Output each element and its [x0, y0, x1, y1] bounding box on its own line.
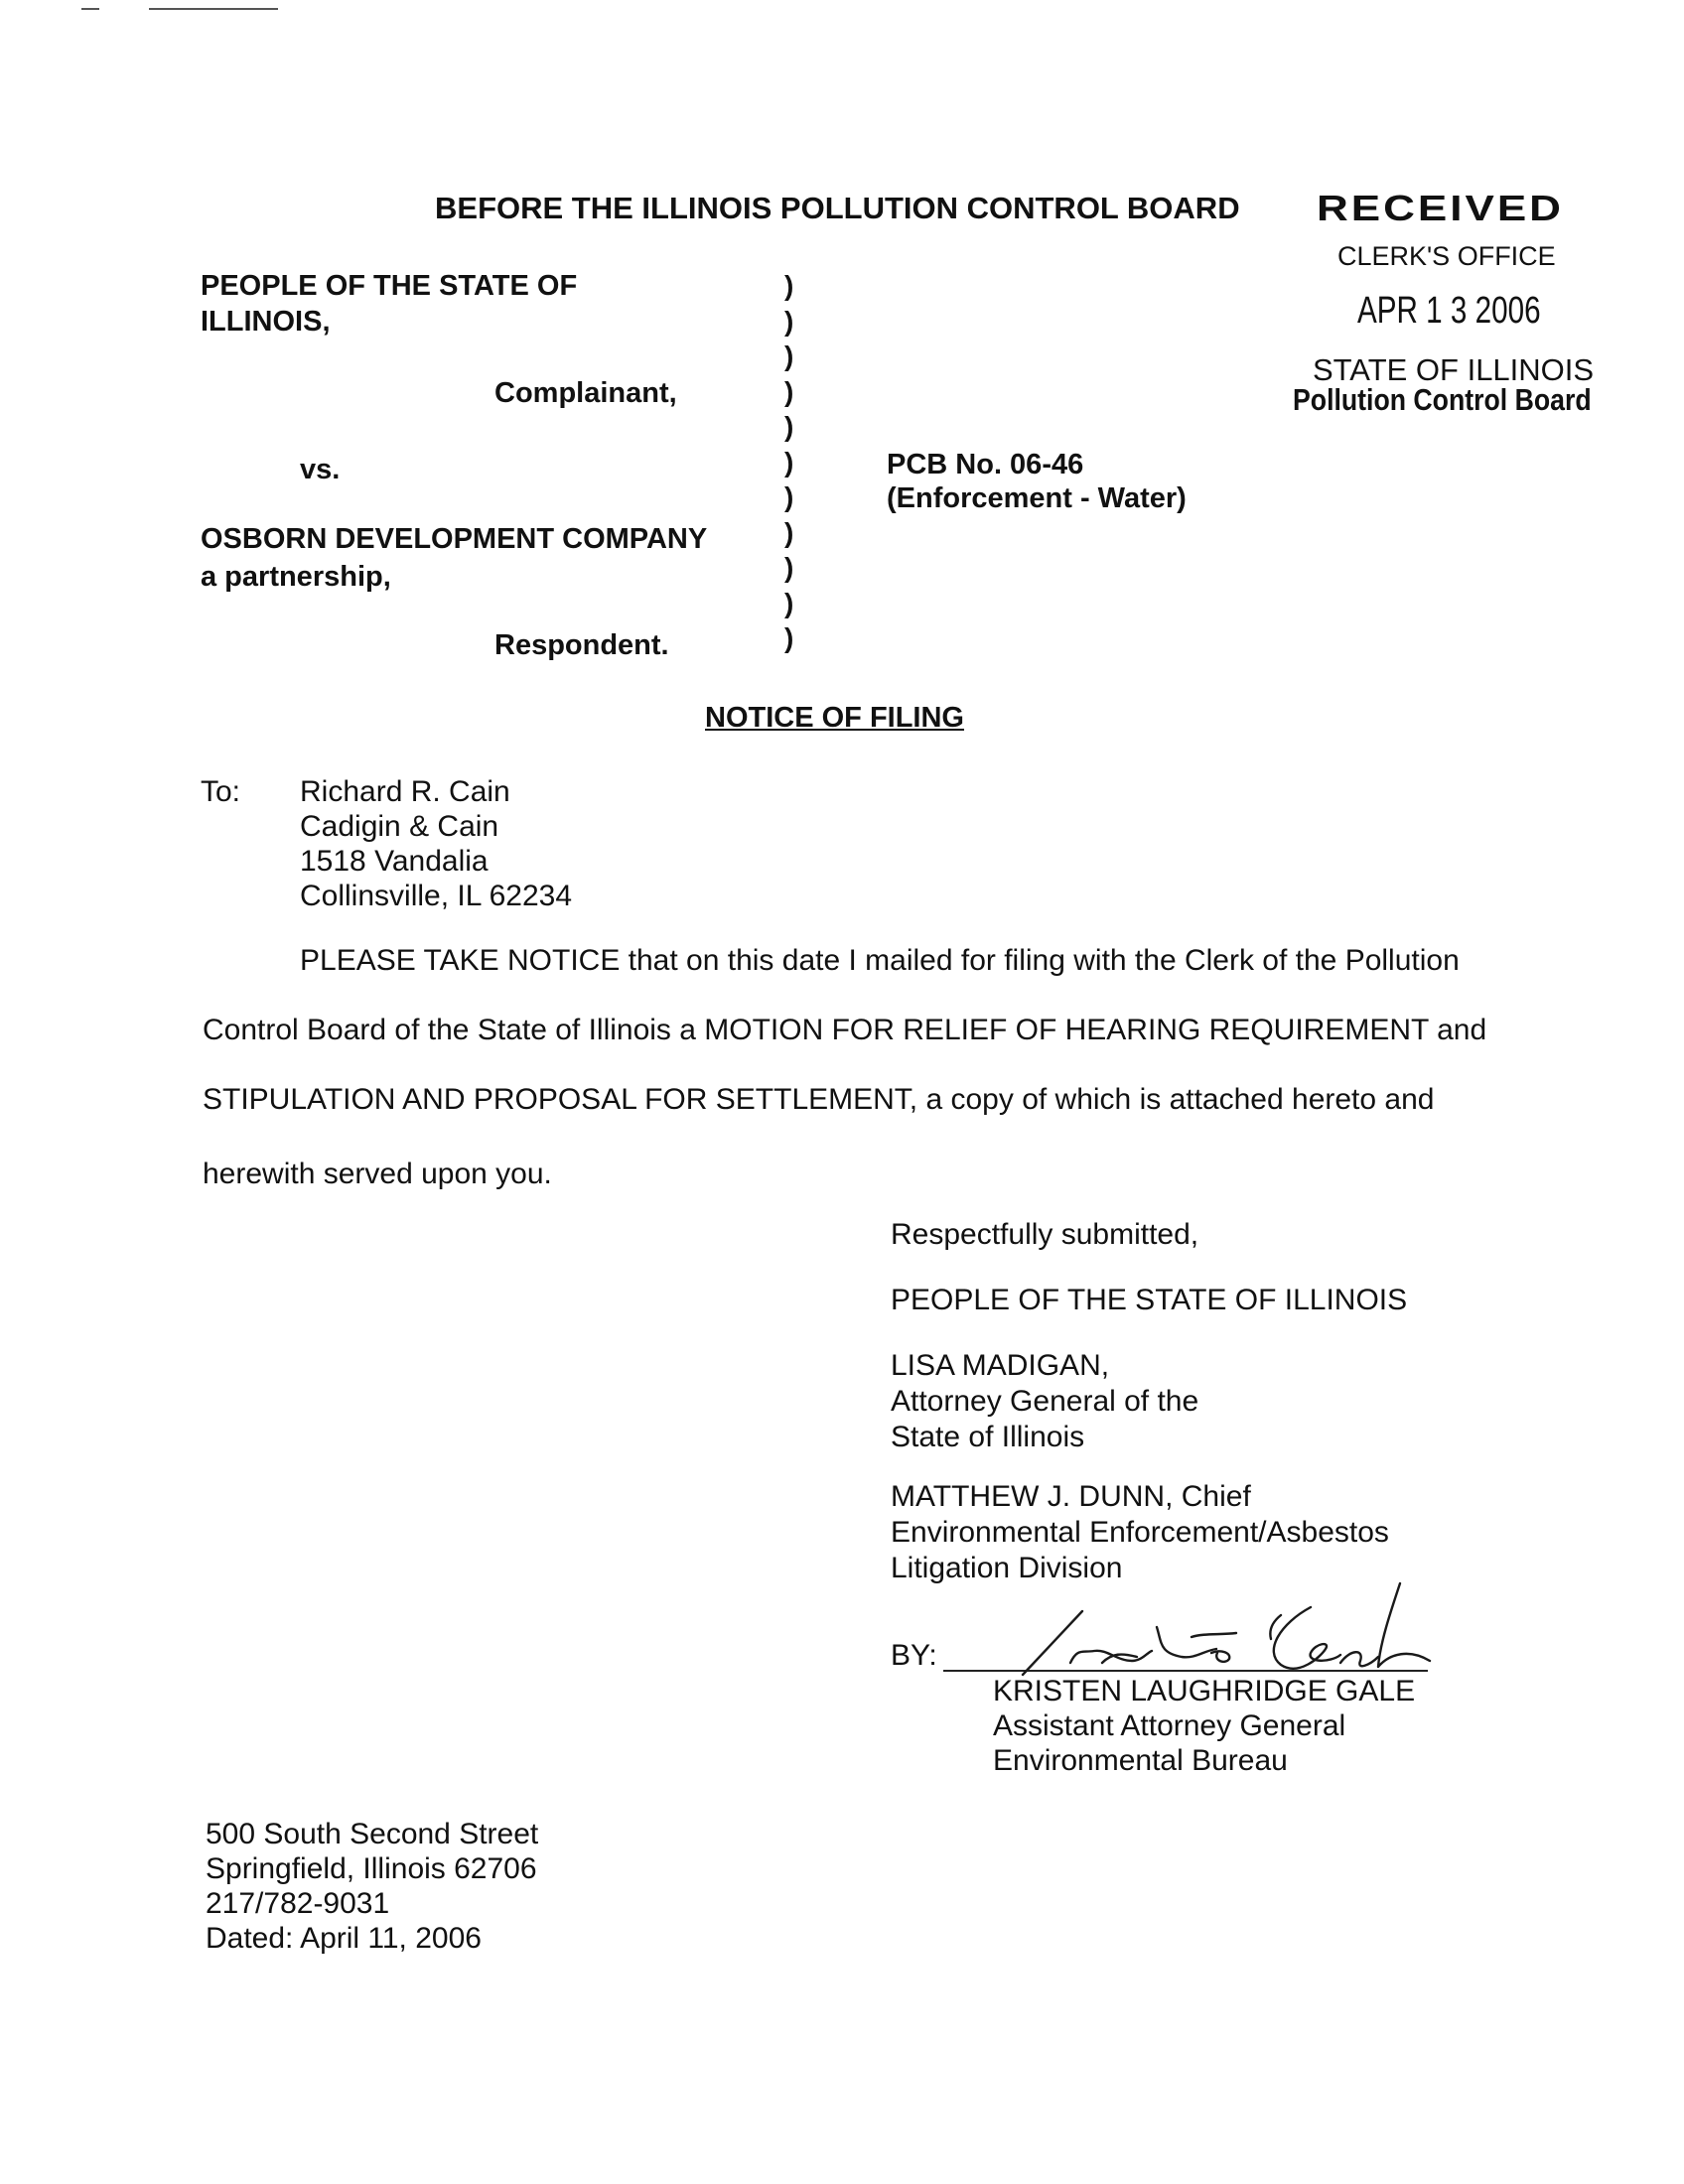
- caption-paren: ): [784, 411, 794, 442]
- caption-paren: ): [784, 587, 794, 618]
- recipient-line: Richard R. Cain: [300, 775, 510, 808]
- attorney-general-line: Attorney General of the: [891, 1385, 1199, 1418]
- by-label: BY:: [891, 1639, 937, 1672]
- stamp-office: CLERK'S OFFICE: [1337, 241, 1556, 271]
- body-text-line: STIPULATION AND PROPOSAL FOR SETTLEMENT, a copy of which is attached hereto and: [203, 1083, 1435, 1116]
- address-line: 217/782-9031: [206, 1887, 390, 1920]
- caption-paren: ): [784, 622, 794, 653]
- stamp-received: RECEIVED: [1317, 189, 1564, 229]
- caption-paren: ): [784, 481, 794, 512]
- respondent-name: OSBORN DEVELOPMENT COMPANY: [201, 523, 708, 555]
- case-number: PCB No. 06-46: [887, 449, 1084, 480]
- caption-parentheses: [784, 268, 793, 656]
- respondent-role: Respondent.: [494, 629, 669, 661]
- recipient-line: Cadigin & Cain: [300, 810, 499, 843]
- signer-line: KRISTEN LAUGHRIDGE GALE: [993, 1675, 1416, 1707]
- body-text-line: herewith served upon you.: [203, 1158, 552, 1190]
- signature-block: [891, 1217, 1407, 1610]
- address-line: 500 South Second Street: [206, 1818, 539, 1850]
- division-line: Litigation Division: [891, 1552, 1123, 1584]
- attorney-general-line: State of Illinois: [891, 1421, 1085, 1453]
- stamp-state: STATE OF ILLINOIS: [1313, 352, 1595, 387]
- notice-title: NOTICE OF FILING: [705, 702, 964, 734]
- division-line: MATTHEW J. DUNN, Chief: [891, 1480, 1251, 1513]
- caption-paren: ): [784, 516, 794, 548]
- header-rule: [149, 8, 278, 10]
- caption-paren: ): [784, 375, 794, 407]
- signer-line: Assistant Attorney General: [993, 1709, 1346, 1742]
- signer-line: Environmental Bureau: [993, 1744, 1288, 1777]
- recipient-line: Collinsville, IL 62234: [300, 880, 573, 912]
- date-line: Dated: April 11, 2006: [206, 1922, 482, 1955]
- recipient-address: [300, 774, 572, 913]
- division-line: Environmental Enforcement/Asbestos: [891, 1516, 1389, 1549]
- stamp-date: APR 1 3 2006: [1357, 290, 1541, 332]
- handwritten-signature: [983, 1554, 1440, 1683]
- party-name: PEOPLE OF THE STATE OF ILLINOIS: [891, 1284, 1408, 1316]
- caption-paren: ): [784, 305, 794, 337]
- caption-paren: ): [784, 341, 794, 371]
- address-line: Springfield, Illinois 62706: [206, 1852, 537, 1885]
- to-label: To:: [201, 775, 241, 808]
- case-type: (Enforcement - Water): [887, 482, 1187, 514]
- document-heading: BEFORE THE ILLINOIS POLLUTION CONTROL BOARD: [435, 191, 1240, 225]
- caption-paren: ): [784, 270, 794, 301]
- attorney-general: [891, 1348, 1407, 1455]
- sender-address: [206, 1817, 538, 1956]
- caption-paren: ): [784, 446, 794, 478]
- attorney-general-line: LISA MADIGAN,: [891, 1349, 1110, 1382]
- header-rule: [81, 8, 99, 10]
- complainant-role: Complainant,: [494, 377, 677, 409]
- caption-paren: ): [784, 552, 794, 583]
- closing: Respectfully submitted,: [891, 1218, 1199, 1251]
- recipient-line: 1518 Vandalia: [300, 845, 489, 878]
- respondent-type: a partnership,: [201, 561, 391, 593]
- complainant-name: PEOPLE OF THE STATE OF ILLINOIS,: [201, 270, 578, 338]
- body-text-line: Control Board of the State of Illinois a MOTION FOR RELIEF OF HEARING REQUIREMENT and: [203, 1014, 1487, 1046]
- stamp-board: Pollution Control Board: [1293, 382, 1592, 417]
- body-text-line: PLEASE TAKE NOTICE that on this date I mailed for filing with the Clerk of the Pollution: [300, 944, 1460, 977]
- versus-label: vs.: [300, 454, 341, 485]
- signer-block: [993, 1674, 1415, 1778]
